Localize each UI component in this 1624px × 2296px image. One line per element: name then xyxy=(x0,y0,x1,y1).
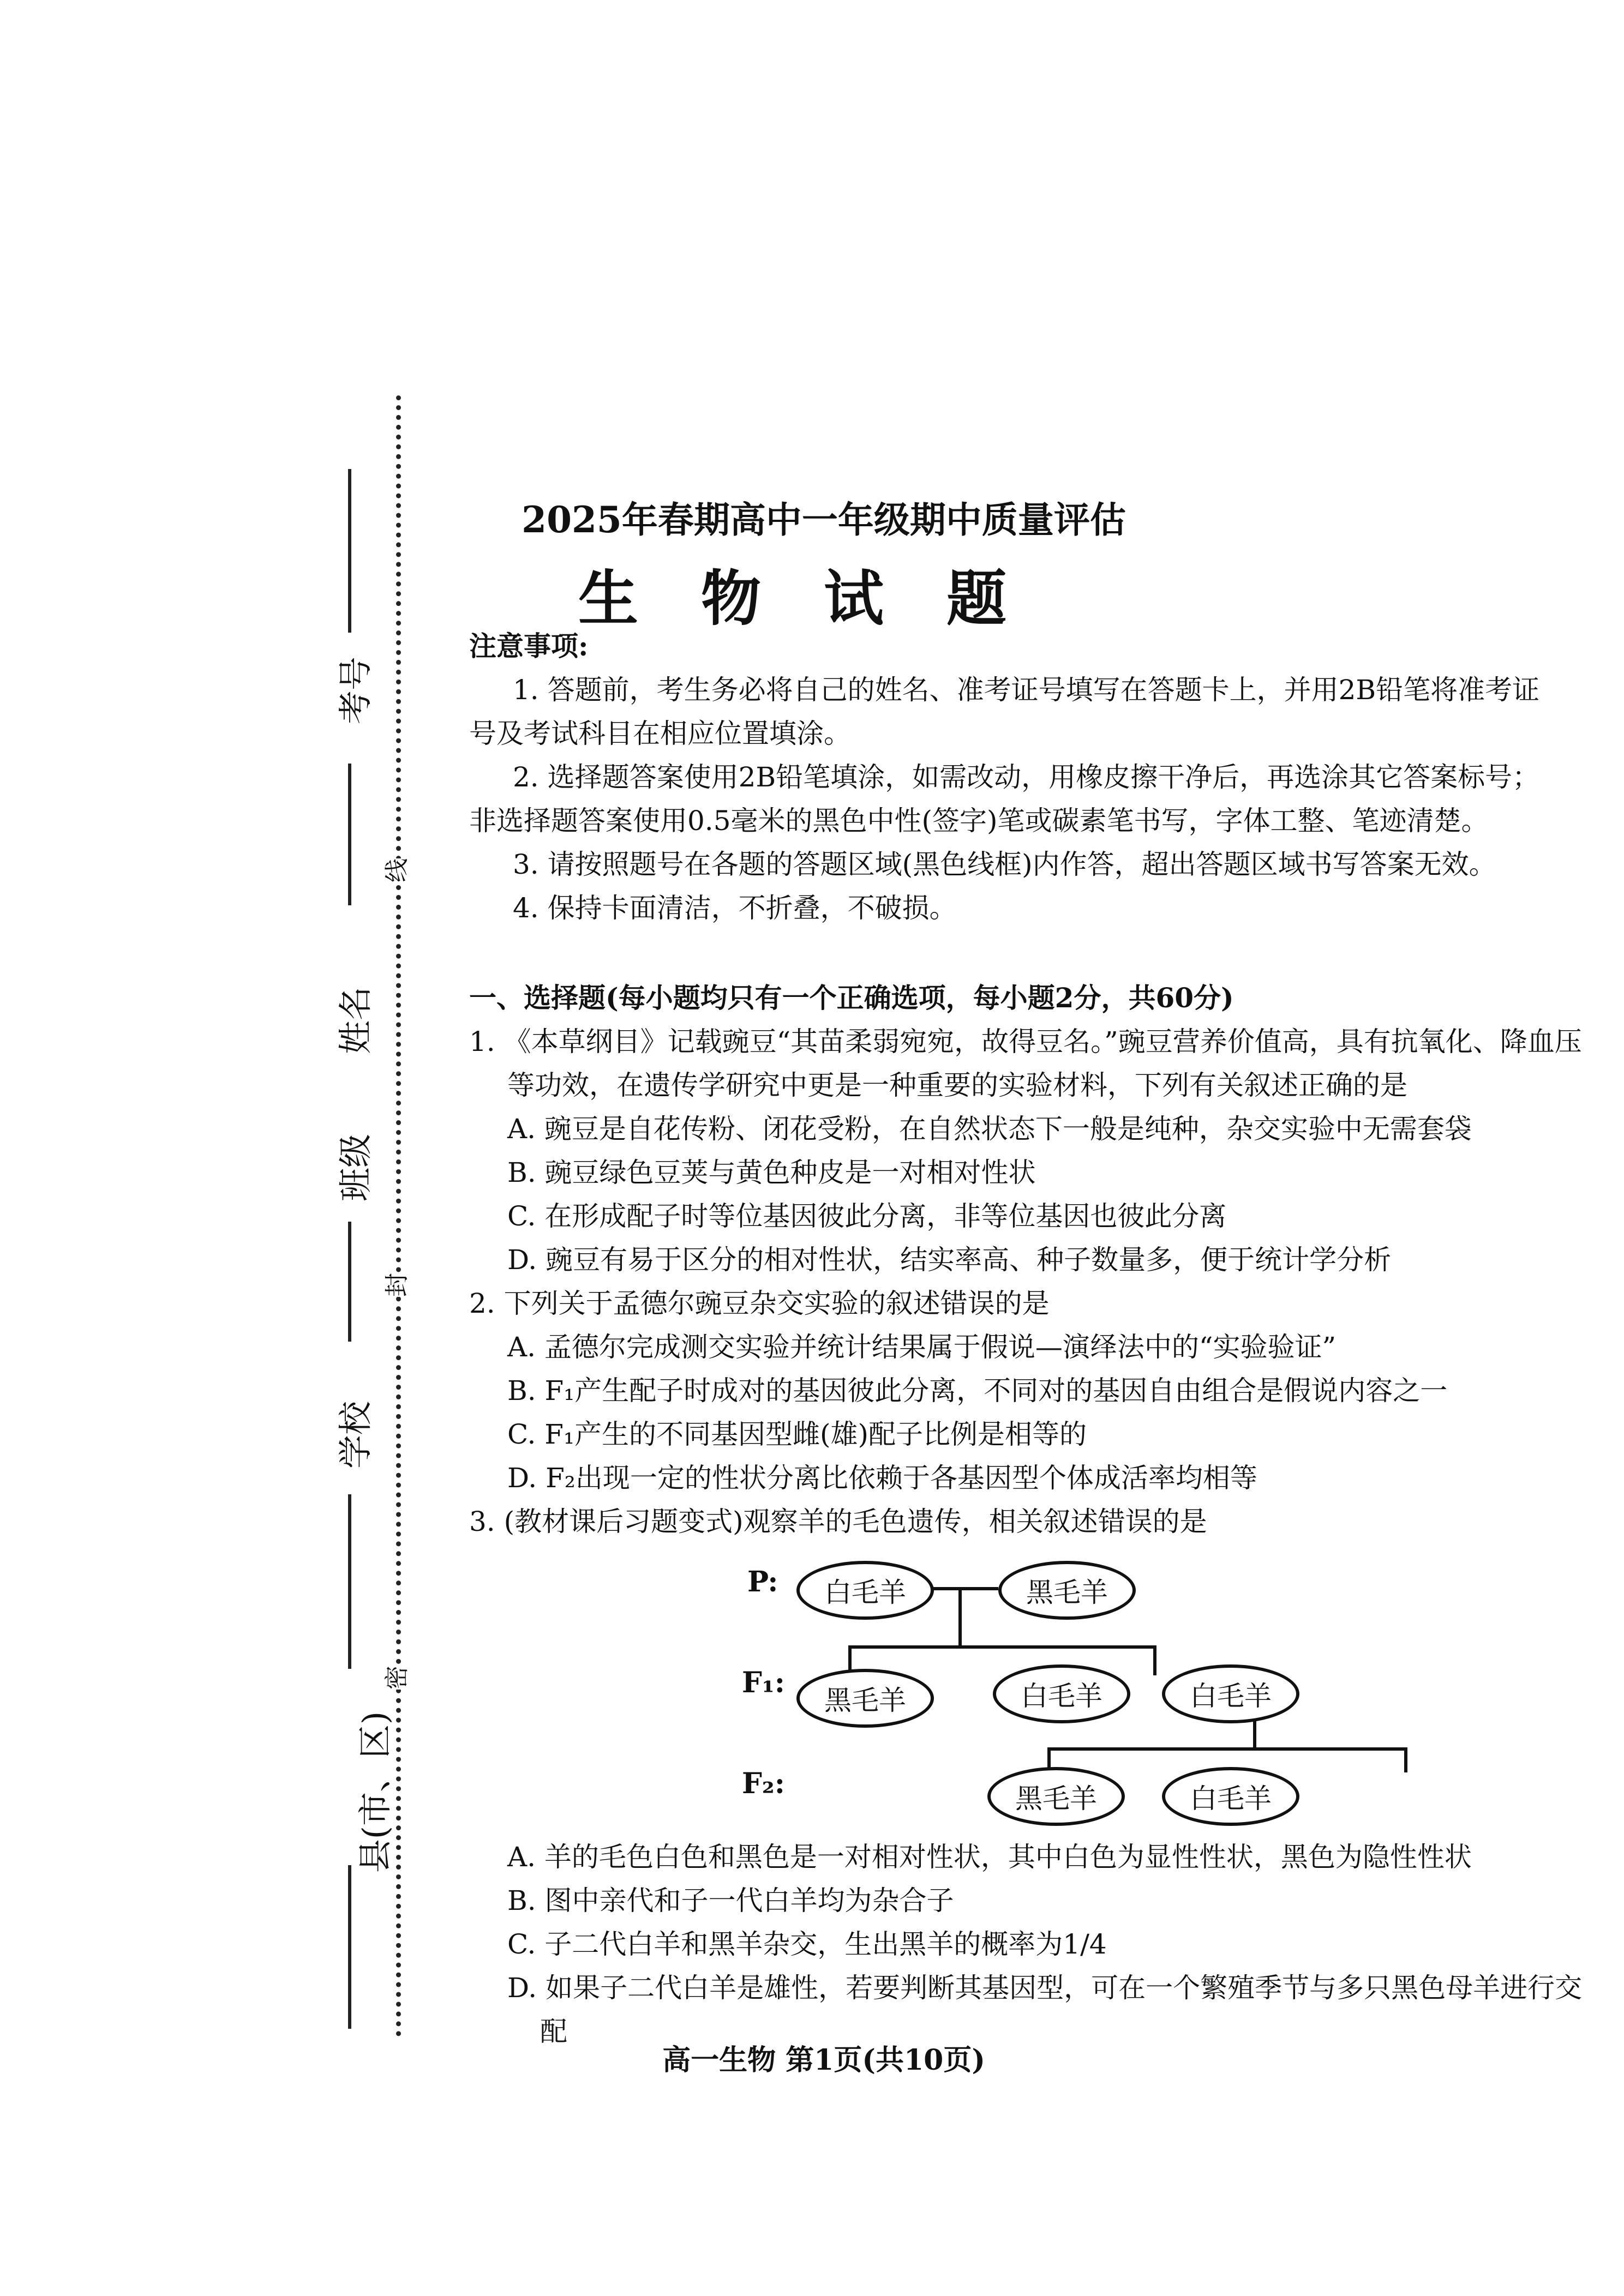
seal-line-char: 线 xyxy=(383,858,411,882)
f1-label: F₁: xyxy=(742,1666,785,1699)
f2-right-drop xyxy=(1404,1747,1407,1772)
question-3-option-b: B. 图中亲代和子一代白羊均为杂合子 xyxy=(507,1885,954,1916)
f1-white-sheep-mate-node: 白毛羊 xyxy=(1162,1664,1299,1723)
p-descent-line xyxy=(958,1587,962,1647)
question-1-option-c: C. 在形成配子时等位基因彼此分离，非等位基因也彼此分离 xyxy=(507,1200,1227,1232)
notice-item-1: 1. 答题前，考生务必将自己的姓名、准考证号填写在答题卡上，并用2B铅笔将准考证号及考试科目在相应位置填涂。 xyxy=(469,674,1540,749)
class-label: 班级 xyxy=(335,1133,376,1202)
question-1-option-d: D. 豌豆有易于区分的相对性状，结实率高、种子数量多，便于统计学分析 xyxy=(507,1244,1392,1276)
question-1-option-a: A. 豌豆是自花传粉、闭花受粉，在自然状态下一般是纯种，杂交实验中无需套袋 xyxy=(507,1113,1472,1145)
county-blank[interactable] xyxy=(348,1865,351,2029)
notice-item-3: 3. 请按照题号在各题的答题区域(黑色线框)内作答，超出答题区域书写答案无效。 xyxy=(513,849,1496,880)
seal-char: 封 xyxy=(383,1273,411,1297)
p-label: P: xyxy=(747,1565,778,1598)
question-3-option-a: A. 羊的毛色白色和黑色是一对相对性状，其中白色为显性性状，黑色为隐性性状 xyxy=(507,1841,1472,1873)
question-2-option-a: A. 孟德尔完成测交实验并统计结果属于假说—演绎法中的“实验验证” xyxy=(507,1331,1337,1363)
exam-title: 生物试题 xyxy=(578,563,1069,634)
section-heading: 一、选择题(每小题均只有一个正确选项，每小题2分，共60分) xyxy=(469,982,1234,1014)
question-3-stem: 3. (教材课后习题变式)观察羊的毛色遗传，相关叙述错误的是 xyxy=(469,1506,1207,1537)
question-1-stem: 1. 《本草纲目》记载豌豆“其苗柔弱宛宛，故得豆名。”豌豆营养价值高，具有抗氧化、降血压等功效，在遗传学研究中更是一种重要的实验材料，下列有关叙述正确的是 xyxy=(469,1026,1582,1101)
f1-mid-drop xyxy=(1153,1645,1156,1675)
question-2-option-b: B. F₁产生配子时成对的基因彼此分离，不同对的基因自由组合是假说内容之一 xyxy=(507,1375,1448,1407)
page-footer: 高一生物 第1页(共10页) xyxy=(662,2043,985,2077)
f2-sibling-line xyxy=(1047,1747,1407,1751)
name-label: 姓名 xyxy=(335,986,376,1055)
f2-label: F₂: xyxy=(742,1767,785,1800)
notice-heading: 注意事项: xyxy=(469,630,589,662)
p-black-sheep-node: 黑毛羊 xyxy=(998,1561,1136,1620)
f1-black-sheep-node: 黑毛羊 xyxy=(796,1669,934,1728)
p-white-sheep-node: 白毛羊 xyxy=(796,1561,934,1620)
exam-no-label: 考号 xyxy=(335,656,376,725)
question-1-option-b: B. 豌豆绿色豆荚与黄色种皮是一对相对性状 xyxy=(507,1157,1036,1188)
class-blank[interactable] xyxy=(348,1222,351,1342)
question-3-option-d: D. 如果子二代白羊是雄性，若要判断其基因型，可在一个繁殖季节与多只黑色母羊进行交配 xyxy=(507,1972,1583,2047)
f1-white-sheep-node: 白毛羊 xyxy=(993,1664,1130,1723)
notice-item-2: 2. 选择题答案使用2B铅笔填涂，如需改动，用橡皮擦干净后，再选涂其它答案标号；非选择题答案使用0.5毫米的黑色中性(签字)笔或碳素笔书写，字体工整、笔迹清楚。 xyxy=(469,761,1540,837)
f2-white-sheep-node: 白毛羊 xyxy=(1162,1767,1299,1826)
secret-char: 密 xyxy=(383,1666,411,1690)
notice-item-4: 4. 保持卡面清洁，不折叠，不破损。 xyxy=(513,892,957,924)
school-blank[interactable] xyxy=(348,1494,351,1669)
f2-black-sheep-node: 黑毛羊 xyxy=(987,1767,1125,1826)
county-label: 县(市、区) xyxy=(355,1711,395,1873)
school-label: 学校 xyxy=(335,1401,376,1469)
question-3-option-c: C. 子二代白羊和黑羊杂交，生出黑羊的概率为1/4 xyxy=(507,1928,1107,1960)
question-2-option-d: D. F₂出现一定的性状分离比依赖于各基因型个体成活率均相等 xyxy=(507,1462,1257,1494)
exam-subtitle: 2025年春期高中一年级期中质量评估 xyxy=(522,498,1126,541)
question-2-option-c: C. F₁产生的不同基因型雌(雄)配子比例是相等的 xyxy=(507,1419,1087,1450)
name-blank[interactable] xyxy=(348,764,351,905)
question-2-stem: 2. 下列关于孟德尔豌豆杂交实验的叙述错误的是 xyxy=(469,1288,1050,1319)
seal-dotted-line xyxy=(396,395,401,2037)
f1-sibling-line xyxy=(848,1645,1156,1649)
